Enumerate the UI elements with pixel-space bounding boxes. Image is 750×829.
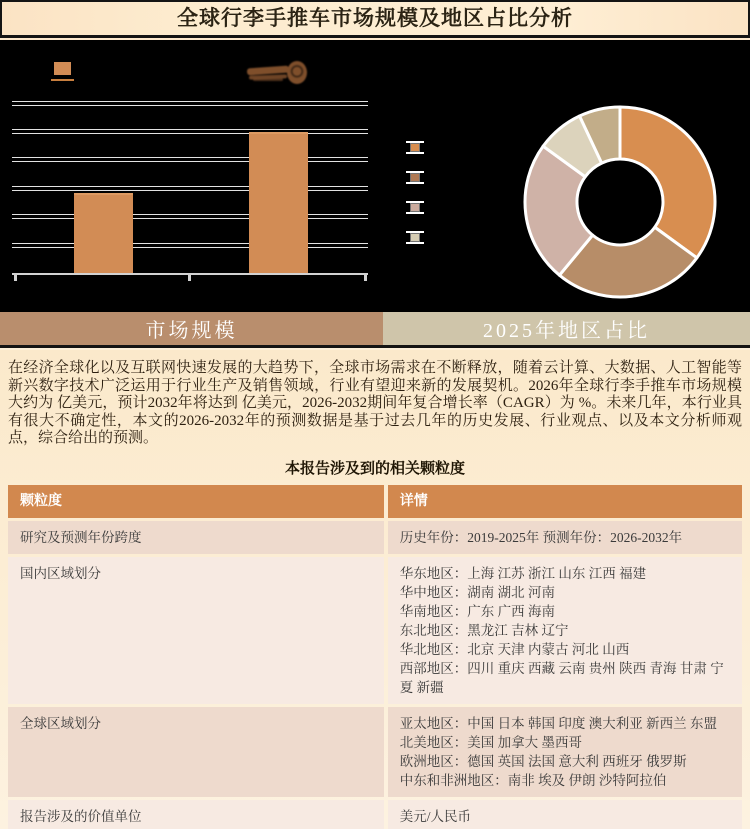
gridline — [12, 157, 368, 162]
bar-legend-swatch-icon — [54, 62, 71, 75]
table-header-row — [8, 485, 742, 518]
intro-paragraph: 在经济全球化以及互联网快速发展的大趋势下，全球市场需求在不断释放，随着云计算、大数据、人工智能等新兴数字技术广泛运用于行业生产及销售领域，行业有望迎来新的发展契机。2026年全球行李手推车市场规模大约为 亿美元，预计2032年将达到 亿美元，2026-2032期间年复合增长率（CAGR）为 %。未来几年，本行业具有很大不确定性，本文的2026-2032年的预测数据是基于过去几年的历史发展、行业观点、以及本文分析师观点，综合给出的预测。 — [8, 360, 742, 446]
table-cell-granularity: 研究及预测年份跨度 — [8, 521, 384, 554]
gridline — [12, 186, 368, 191]
donut-legend-swatch-icon — [406, 171, 424, 184]
donut-legend — [406, 141, 424, 261]
page-title: 全球行李手推车市场规模及地区占比分析 — [177, 6, 573, 30]
detail-line: 华南地区：广东 广西 海南 — [399, 603, 556, 619]
detail-line: 华东地区：上海 江苏 浙江 山东 江西 福建 — [399, 565, 647, 581]
detail-line: 美元/人民币 — [399, 808, 472, 824]
table-row — [8, 557, 742, 704]
donut-legend-swatch-icon — [406, 141, 424, 154]
table-header-granularity: 颗粒度 — [8, 485, 384, 518]
table-section-title: 本报告涉及到的相关颗粒度 — [284, 460, 465, 477]
detail-line: 中东和非洲地区：南非 埃及 伊朗 沙特阿拉伯 — [399, 772, 667, 788]
table-body — [8, 521, 742, 829]
table-row — [8, 800, 742, 829]
table-cell-granularity: 国内区域划分 — [8, 557, 384, 704]
table-cell-detail — [388, 800, 742, 829]
table-cell-detail — [388, 557, 742, 704]
detail-line: 华北地区：北京 天津 内蒙古 河北 山西 — [399, 641, 630, 657]
report-body — [0, 350, 750, 829]
donut-legend-swatch-icon — [406, 201, 424, 214]
gridline — [12, 101, 368, 106]
donut-chart — [522, 104, 718, 300]
table-cell-granularity: 报告涉及的价值单位 — [8, 800, 384, 829]
gridline — [12, 214, 368, 219]
table-row — [8, 521, 742, 554]
banner-region-share-label: 2025年地区占比 — [483, 320, 650, 342]
axis-tick-icon — [14, 275, 17, 281]
banner-market-size-label: 市场规模 — [145, 320, 238, 342]
bar — [249, 132, 308, 273]
detail-line: 北美地区：美国 加拿大 墨西哥 — [399, 734, 583, 750]
donut-legend-swatch-icon — [406, 231, 424, 244]
bar-chart — [12, 88, 368, 273]
axis-tick-icon — [188, 275, 191, 281]
bar-legend-underline-icon — [51, 79, 74, 81]
detail-line: 历史年份：2019-2025年 预测年份：2026-2032年 — [399, 529, 683, 545]
table-cell-granularity: 全球区域划分 — [8, 707, 384, 797]
illegible-scribble-mark — [247, 58, 309, 90]
table-cell-detail — [388, 707, 742, 797]
table-header-detail: 详情 — [388, 485, 742, 518]
gridline — [12, 243, 368, 248]
banner-region-share — [383, 312, 750, 345]
chart-canvas — [0, 40, 750, 312]
title-bar — [0, 0, 750, 38]
detail-line: 东北地区：黑龙江 吉林 辽宁 — [399, 622, 569, 638]
gridline — [12, 129, 368, 134]
table-cell-detail — [388, 521, 742, 554]
section-banners — [0, 312, 750, 345]
detail-line: 西部地区：四川 重庆 西藏 云南 贵州 陕西 青海 甘肃 宁夏 新疆 — [399, 660, 724, 695]
axis-tick-icon — [364, 275, 367, 281]
bar — [74, 193, 133, 273]
detail-line: 亚太地区：中国 日本 韩国 印度 澳大利亚 新西兰 东盟 — [399, 715, 718, 731]
granularity-table — [8, 485, 742, 829]
banner-market-size — [0, 312, 383, 345]
detail-line: 欧洲地区：德国 英国 法国 意大利 西班牙 俄罗斯 — [399, 753, 687, 769]
table-row — [8, 707, 742, 797]
detail-line: 华中地区：湖南 湖北 河南 — [399, 584, 556, 600]
